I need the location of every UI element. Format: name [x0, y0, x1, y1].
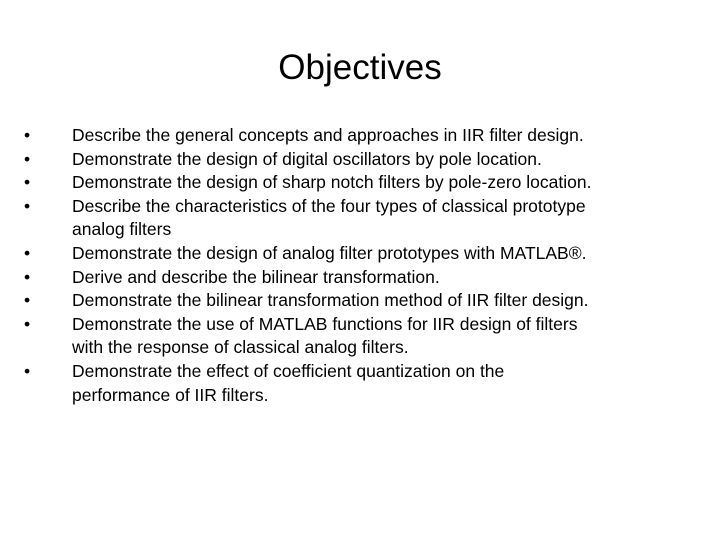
list-item: [24, 313, 704, 360]
slide-title: Objectives: [278, 48, 442, 87]
list-item-text: Demonstrate the use of MATLAB functions for IIR design of filters with the response of classical analog filters.: [72, 313, 578, 358]
bullet-icon: •: [24, 360, 31, 381]
bullet-icon: •: [24, 266, 31, 287]
list-item: [24, 124, 704, 148]
list-item: [24, 242, 704, 266]
list-item-text: Demonstrate the design of analog filter prototypes with MATLAB®.: [72, 242, 587, 263]
objectives-list: [24, 124, 704, 407]
list-item: [24, 289, 704, 313]
bullet-icon: •: [24, 125, 31, 145]
list-item: [24, 171, 704, 195]
list-item-text: Describe the characteristics of the four types of classical prototype analog filters: [72, 195, 586, 240]
list-item: [24, 360, 704, 407]
bullet-icon: •: [24, 242, 31, 263]
bullet-icon: •: [24, 313, 31, 334]
bullet-icon: •: [24, 195, 31, 216]
list-item-text: Describe the general concepts and approaches in IIR filter design.: [72, 125, 584, 145]
list-item-text: Demonstrate the design of sharp notch filters by pole-zero location.: [72, 172, 592, 193]
bullet-icon: •: [24, 290, 31, 311]
list-item-text: Demonstrate the effect of coefficient quantization on the performance of IIR filters.: [72, 360, 505, 405]
bullet-icon: •: [24, 148, 31, 169]
list-item-text: Demonstrate the bilinear transformation method of IIR filter design.: [72, 290, 589, 311]
list-item: [24, 195, 704, 242]
list-item: [24, 266, 704, 290]
list-item-text: Demonstrate the design of digital oscillators by pole location.: [72, 148, 542, 169]
list-item-text: Derive and describe the bilinear transformation.: [72, 266, 440, 287]
bullet-icon: •: [24, 172, 31, 193]
list-item: [24, 148, 704, 172]
